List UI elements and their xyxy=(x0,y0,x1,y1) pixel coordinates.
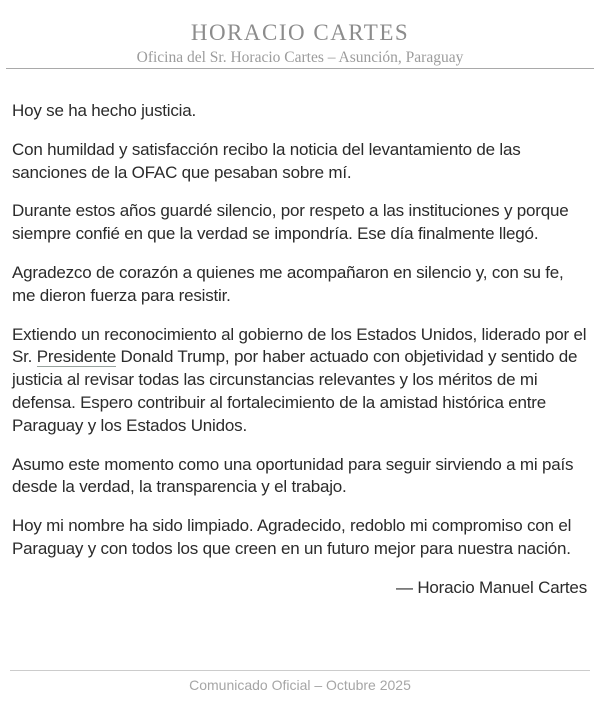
paragraph-name-cleared: Hoy mi nombre ha sido limpiado. Agradecido, redoblo mi compromiso con el Paraguay y con todos los que creen en un futuro mejor para nuestra nación. xyxy=(12,516,572,558)
paragraph-justice: Hoy se ha hecho justicia. xyxy=(12,101,196,120)
paragraph-opportunity: Asumo este momento como una oportunidad para seguir sirviendo a mi país desde la verdad, la transparencia y el trabajo. xyxy=(12,454,574,497)
footer-text: Comunicado Oficial – Octubre 2025 xyxy=(189,677,411,693)
paragraph-us-government-post: Donald Trump, por haber actuado con objetividad y sentido de justicia al revisar todas las circunstancias relevantes y los méritos de mi defensa. Espero contribuir al fortalecimiento de la amistad histórica entre Paraguay y los Estados Unidos. xyxy=(12,347,578,435)
letterhead-title: HORACIO CARTES xyxy=(190,20,410,45)
presidente-link[interactable]: Presidente xyxy=(36,347,116,367)
paragraph-silence: Durante estos años guardé silencio, por respeto a las instituciones y porque siempre confié en que la verdad se impondría. Ese día finalmente llegó. xyxy=(12,201,569,244)
statement-body xyxy=(0,69,600,670)
paragraph-ofac: Con humildad y satisfacción recibo la noticia del levantamiento de las sanciones de la OFAC que pesaban sobre mí. xyxy=(12,139,521,182)
paragraph-gratitude: Agradezco de corazón a quienes me acompañaron en silencio y, con su fe, me dieron fuerza para resistir. xyxy=(12,262,564,305)
letterhead xyxy=(0,0,600,68)
paragraph-us-government-pre: Extiendo un reconocimiento al gobierno de los Estados Unidos, liderado por el Sr. xyxy=(12,324,587,367)
signature: — Horacio Manuel Cartes xyxy=(396,577,587,597)
page-footer xyxy=(0,671,600,705)
letterhead-subtitle: Oficina del Sr. Horacio Cartes – Asunción, Paraguay xyxy=(136,49,464,66)
paragraph-us-government xyxy=(12,324,587,438)
